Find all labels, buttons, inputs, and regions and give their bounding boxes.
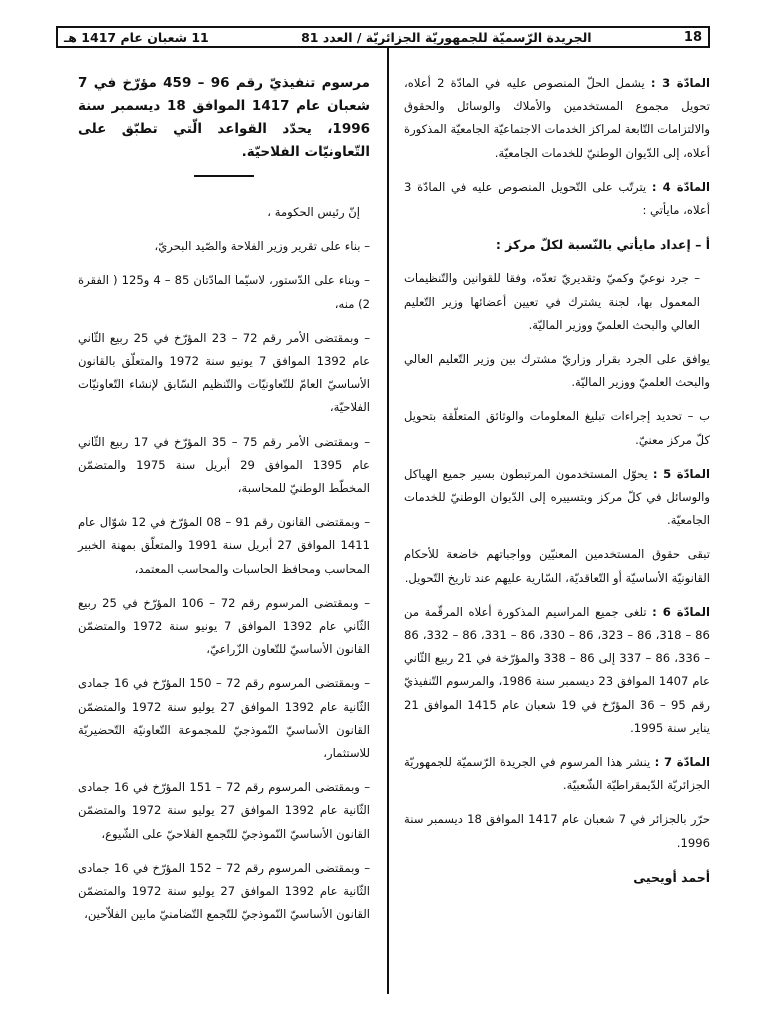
article-4	[404, 176, 710, 222]
left-column	[78, 72, 370, 937]
column-divider	[387, 48, 389, 994]
decree-para-9: – وبمقتضى المرسوم رقم 72 – 152 المؤرّخ في 16 جمادى الثّانية عام 1392 الموافق 27 يوليو سنة 1972 والمتضمّن القانون الأساسيّ النّموذجيّ للتّجمع التّضامنيّ مابين الفلاّحين،	[78, 860, 371, 922]
title-rule	[194, 175, 254, 177]
item-b-text: ب – تحديد إجراءات تبليغ المعلومات والوثائق المتعلّقة بتحويل كلّ مركز معنيّ.	[404, 409, 710, 447]
item-a-text: – جرد نوعيّ وكميّ وتقديريّ تعدّه، وفقا للقوانين والتّنظيمات المعمول بها، لجنة يشترك في تعيين أعضائها وزير التّعليم العالي والبحث العلميّ ووزير الماليّة.	[404, 271, 700, 332]
decree-intro: إنّ رئيس الحكومة ،	[267, 205, 360, 219]
article-7-text: ينشر هذا المرسوم في الجريدة الرّسميّة للجمهوريّة الجزائريّة الدّيمقراطيّة الشّعبيّة.	[404, 755, 710, 793]
decree-title: مرسوم تنفيذيّ رقم 96 – 459 مؤرّخ في 7 شعبان عام 1417 الموافق 18 ديسمبر سنة 1996، يحدّد القواعد الّتي تطبّق على التّعاونيّات الفلاحيّة.	[78, 75, 371, 160]
article-5-label: المادّة 5 :	[652, 466, 710, 481]
issue-date: 11 شعبان عام 1417 هـ	[64, 29, 209, 45]
page-header	[56, 26, 710, 48]
article-4-label: المادّة 4 :	[651, 179, 710, 194]
decree-para-1: – بناء على تقرير وزير الفلاحة والصّيد البحريّ،	[154, 239, 370, 254]
article-6-text: تلغى جميع المراسيم المذكورة أعلاه المرقّمة من 86 – 318، 86 – 323، 86 – 330، 86 – 331، 86 – 332، 86 – 336، 86 – 337 إلى 86 – 338 والمؤرّخة في 21 ربيع الثّاني عام 1407 الموافق 23 ديسمبر سنة 1986، والمرسوم التّنفيذيّ رقم 95 – 36 المؤرّخ في 19 شعبان عام 1415 الموافق 21 يناير سنة 1995.	[404, 604, 711, 735]
item-a-approval: يوافق على الجرد بقرار وزاريّ مشترك بين وزير التّعليم العالي والبحث العلميّ ووزير الماليّة.	[404, 352, 710, 390]
page-number: 18	[683, 29, 702, 45]
article-5	[404, 463, 710, 533]
closing-statement: حرّر بالجزائر في 7 شعبان عام 1417 الموافق 18 ديسمبر سنة 1996.	[404, 812, 711, 850]
article-6	[404, 601, 710, 740]
decree-para-3: – وبمقتضى الأمر رقم 72 – 23 المؤرّخ في 25 ربيع الثّاني عام 1392 الموافق 7 يونيو سنة 1972 والمتعلّق بالقانون الأساسيّ العامّ للتّعاونيّات والتّنظيم السّابق لإنشاء التّعاونيّات الفلاحيّة،	[78, 330, 370, 415]
article-3-label: المادّة 3 :	[650, 76, 710, 90]
item-a-heading: أ – إعداد مايأتي بالنّسبة لكلّ مركز :	[495, 237, 710, 253]
signature: أحمد أويحيى	[633, 869, 710, 885]
right-column	[404, 72, 710, 900]
article-5-text: يحوّل المستخدمون المرتبطون بسير جميع الهياكل والوسائل في كلّ مركز وبتسييره إلى الدّيوان الوطنيّ للخدمات الجامعيّة.	[404, 466, 710, 528]
article-7	[404, 751, 710, 797]
article-3	[404, 72, 710, 165]
decree-para-5: – وبمقتضى القانون رقم 91 – 08 المؤرّخ في 12 شوّال عام 1411 الموافق 27 أبريل سنة 1991 والمتعلّق بمهنة الخبير المحاسب ومحافظ الحاسبات والمحاسب المعتمد،	[78, 515, 371, 576]
decree-para-8: – وبمقتضى المرسوم رقم 72 – 151 المؤرّخ في 16 جمادى الثّانية عام 1392 الموافق 27 يوليو سنة 1972 والمتضمّن القانون الأساسيّ النّموذجيّ للتّجمع الفلاحيّ على الشّيوع،	[78, 780, 371, 841]
article-3-text: يشمل الحلّ المنصوص عليه في المادّة 2 أعلاه، تحويل مجموع المستخدمين والأملاك والوسائل والحقوق والالتزامات التّابعة لمراكز الخدمات الاجتماعيّة الجامعيّة المذكورة أعلاه، إلى الدّيوان الوطنيّ للخدمات الجامعيّة.	[404, 76, 710, 160]
journal-title: الجريدة الرّسميّة للجمهوريّة الجزائريّة / العدد 81	[301, 29, 592, 45]
decree-para-6: – وبمقتضى المرسوم رقم 72 – 106 المؤرّخ في 25 ربيع الثّاني عام 1392 الموافق 7 يونيو سنة 1972 والمتضمّن القانون الأساسيّ للتّعاون الزّراعيّ،	[78, 595, 370, 657]
article-6-label: المادّة 6 :	[652, 604, 710, 619]
article-7-label: المادّة 7 :	[654, 755, 710, 770]
article-4-text: يترتّب على التّحويل المنصوص عليه في المادّة 3 أعلاه، مايأتي :	[404, 179, 710, 218]
decree-para-2: – وبناء على الدّستور، لاسيّما المادّتان 85 – 4 و125 ( الفقرة 2) منه،	[78, 273, 370, 311]
decree-para-7: – وبمقتضى المرسوم رقم 72 – 150 المؤرّخ في 16 جمادى الثّانية عام 1392 الموافق 27 يوليو سنة 1972 والمتضمّن القانون الأساسيّ النّموذجيّ للمجموعة التّعاونيّة التّحضيريّة للاستثمار،	[78, 676, 371, 761]
article-5-rights: تبقى حقوق المستخدمين المعنيّين وواجباتهم خاضعة للأحكام القانونيّة الأساسيّة أو التّعاقديّة، السّارية عليهم عند تاريخ التّحويل.	[404, 547, 710, 585]
decree-para-4: – وبمقتضى الأمر رقم 75 – 35 المؤرّخ في 17 ربيع الثّاني عام 1395 الموافق 29 أبريل سنة 1975 والمتضمّن المخطّط الوطنيّ للمحاسبة،	[78, 434, 370, 496]
